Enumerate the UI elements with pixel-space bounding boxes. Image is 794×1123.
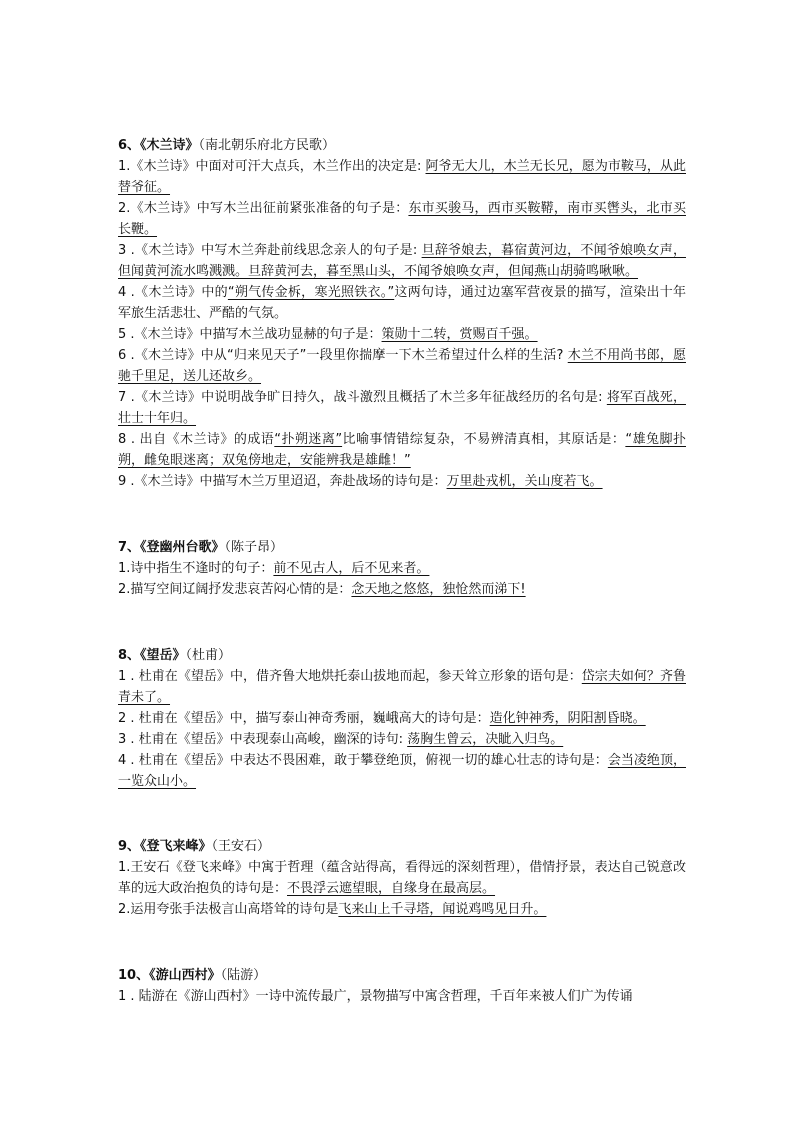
answer-text: “扑朔迷离” bbox=[274, 432, 343, 447]
answer-text: “朔气传金柝，寒光照铁衣。” bbox=[227, 285, 395, 300]
answer-text: 万里赴戎机，关山度若飞。 bbox=[446, 474, 603, 489]
question-item bbox=[118, 324, 686, 345]
question-item bbox=[118, 387, 686, 429]
section-heading bbox=[118, 645, 686, 666]
question-item bbox=[118, 198, 686, 240]
question-text: 1.王安石《登飞来峰》中寓于哲理（蕴含站得高，看得远的深刻哲理），借情抒景，表达自己锐意改革的远大政治抱负的诗句是： bbox=[118, 860, 686, 896]
answer-text: “雄兔脚扑朔，雌兔眼迷离；双兔傍地走，安能辨我是雄雌！” bbox=[118, 432, 686, 468]
answer-text: 不畏浮云遮望眼，自缘身在最高层。 bbox=[287, 881, 496, 896]
question-item bbox=[118, 429, 686, 471]
section-title: 7、《登幽州台歌》 bbox=[118, 540, 225, 555]
section-title: 9、《登飞来峰》 bbox=[118, 839, 212, 854]
answer-text: 飞来山上千寻塔，闻说鸡鸣见日升。 bbox=[338, 902, 547, 917]
question-text: 4 . 杜甫在《望岳》中表达不畏困难，敢于攀登绝顶，俯视一切的雄心壮志的诗句是： bbox=[118, 753, 608, 768]
question-item bbox=[118, 156, 686, 198]
question-text: 2.运用夸张手法极言山高塔耸的诗句是 bbox=[118, 902, 339, 917]
section-mulan bbox=[118, 135, 686, 492]
question-item bbox=[118, 345, 686, 387]
question-item bbox=[118, 579, 686, 600]
answer-text: 荡胸生曾云，决眦入归鸟。 bbox=[407, 732, 564, 747]
answer-text: 岱宗夫如何？齐鲁青未了。 bbox=[118, 669, 686, 705]
question-text: 2.《木兰诗》中写木兰出征前紧张准备的句子是： bbox=[118, 201, 409, 216]
question-text: 2 . 杜甫在《望岳》中，描写泰山神奇秀丽，巍峨高大的诗句是： bbox=[118, 711, 490, 726]
answer-text: 阿爷无大儿，木兰无长兄，愿为市鞍马，从此替爷征。 bbox=[118, 159, 686, 195]
answer-text: 旦辞爷娘去，暮宿黄河边，不闻爷娘唤女声，但闻黄河流水鸣溅溅。旦辞黄河去，暮至黑山头，不闻爷娘唤女声，但闻燕山胡骑鸣啾啾。 bbox=[118, 243, 686, 279]
question-text: 4 .《木兰诗》中的 bbox=[118, 285, 228, 300]
question-item bbox=[118, 708, 686, 729]
section-author: （南北朝乐府北方民歌） bbox=[198, 138, 336, 153]
section-title: 6、《木兰诗》 bbox=[118, 138, 199, 153]
answer-text: 前不见古人，后不见来者。 bbox=[273, 561, 430, 576]
question-item bbox=[118, 666, 686, 708]
section-author: （陆游） bbox=[220, 968, 267, 983]
question-text: 1 . 杜甫在《望岳》中，借齐鲁大地烘托泰山拔地而起，参天耸立形象的语句是： bbox=[118, 669, 582, 684]
section-title: 10、《游山西村》 bbox=[118, 968, 221, 983]
question-item bbox=[118, 986, 686, 1007]
answer-text: 将军百战死，壮士十年归。 bbox=[118, 390, 686, 426]
answer-text: 念天地之悠悠，独怆然而涕下! bbox=[351, 582, 526, 597]
question-text: 3 .《木兰诗》中写木兰奔赴前线思念亲人的句子是: bbox=[118, 243, 422, 258]
section-spacer bbox=[118, 492, 686, 537]
section-youzhou bbox=[118, 537, 686, 600]
section-feilaifeng bbox=[118, 836, 686, 920]
question-text: 9 .《木兰诗》中描写木兰万里迢迢，奔赴战场的诗句是： bbox=[118, 474, 447, 489]
question-item bbox=[118, 729, 686, 750]
answer-text: 策勋十二转，赏赐百千强。 bbox=[381, 327, 538, 342]
answer-text: 东市买骏马，西市买鞍鞯，南市买辔头，北市买长鞭。 bbox=[118, 201, 686, 237]
section-title: 8、《望岳》 bbox=[118, 648, 186, 663]
section-heading bbox=[118, 135, 686, 156]
question-text: 1.诗中指生不逢时的句子： bbox=[118, 561, 274, 576]
answer-text: 木兰不用尚书郎，愿驰千里足，送儿还故乡。 bbox=[118, 348, 686, 384]
section-author: （王安石） bbox=[211, 839, 271, 854]
section-author: （杜甫） bbox=[185, 648, 232, 663]
question-text: 6 .《木兰诗》中从“归来见天子”一段里你揣摩一下木兰希望过什么样的生活? bbox=[118, 348, 568, 363]
question-item bbox=[118, 282, 686, 324]
section-heading bbox=[118, 836, 686, 857]
question-text: 1.《木兰诗》中面对可汗大点兵，木兰作出的决定是: bbox=[118, 159, 426, 174]
section-wangyue bbox=[118, 645, 686, 792]
question-text: 7 .《木兰诗》中说明战争旷日持久，战斗激烈且概括了木兰多年征战经历的名句是: bbox=[118, 390, 607, 405]
answer-text: 造化钟神秀，阴阳割昏晓。 bbox=[489, 711, 646, 726]
question-text: 3 . 杜甫在《望岳》中表现泰山高峻，幽深的诗句: bbox=[118, 732, 408, 747]
question-item bbox=[118, 240, 686, 282]
question-item bbox=[118, 471, 686, 492]
question-text: 8 . 出自《木兰诗》的成语 bbox=[118, 432, 275, 447]
section-heading bbox=[118, 965, 686, 986]
section-shanxicun bbox=[118, 965, 686, 1007]
section-spacer bbox=[118, 920, 686, 965]
question-text: 5 .《木兰诗》中描写木兰战功显赫的句子是： bbox=[118, 327, 382, 342]
question-item bbox=[118, 558, 686, 579]
question-item bbox=[118, 899, 686, 920]
question-text: 2.描写空间辽阔抒发悲哀苦闷心情的是： bbox=[118, 582, 352, 597]
question-text: 比喻事情错综复杂，不易辨清真相，其原话是： bbox=[342, 432, 626, 447]
section-spacer bbox=[118, 792, 686, 836]
section-spacer bbox=[118, 600, 686, 645]
question-item bbox=[118, 857, 686, 899]
section-heading bbox=[118, 537, 686, 558]
section-author: （陈子昂） bbox=[224, 540, 284, 555]
document-page bbox=[118, 135, 686, 1007]
question-text: 1 . 陆游在《游山西村》一诗中流传最广，景物描写中寓含哲理，千百年来被人们广为传诵 bbox=[118, 989, 633, 1004]
question-text: 这两句诗，通过边塞军营夜景的描写，渲染出十年军旅生活悲壮、严酷的气氛。 bbox=[118, 285, 686, 321]
answer-text: 会当凌绝顶，一览众山小。 bbox=[118, 753, 686, 789]
question-item bbox=[118, 750, 686, 792]
